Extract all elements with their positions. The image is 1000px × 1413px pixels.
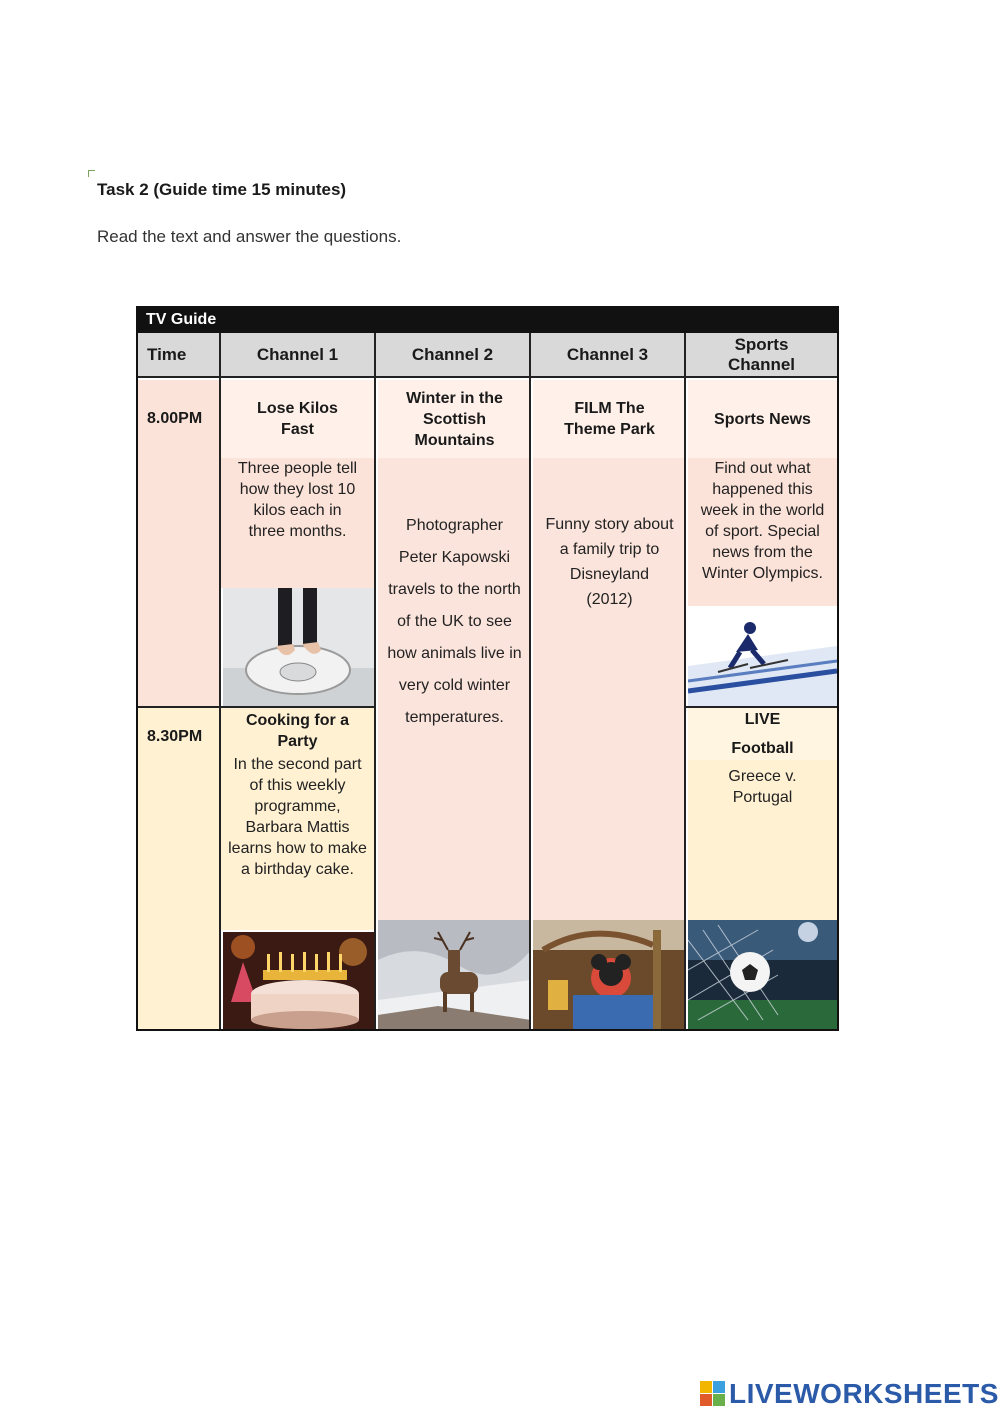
ch2-desc-cell bbox=[378, 458, 531, 920]
header-time: Time bbox=[138, 333, 221, 378]
theme-park-photo bbox=[533, 920, 686, 1029]
liveworksheets-brand bbox=[700, 1377, 999, 1411]
task-title: Task 2 (Guide time 15 minutes) bbox=[97, 180, 347, 199]
instructions: Read the text and answer the questions. bbox=[97, 227, 402, 246]
corner-mark bbox=[88, 170, 95, 177]
liveworksheets-logo-icon bbox=[700, 1381, 726, 1407]
col-line-4 bbox=[684, 378, 686, 1029]
ch3-desc: Funny story about a family trip to Disneyland (2012) bbox=[545, 516, 674, 608]
ch1-prog1-desc-cell bbox=[221, 458, 374, 588]
col-line-1 bbox=[219, 378, 221, 1029]
tv-guide-table bbox=[136, 306, 839, 1031]
col-line-2 bbox=[374, 378, 376, 1029]
sports-prog1-desc-cell bbox=[688, 458, 837, 606]
col-line-3 bbox=[529, 378, 531, 1029]
ch1-prog1-desc: Three people tell how they lost 10 kilos each in three months. bbox=[237, 460, 358, 540]
football-photo bbox=[688, 920, 837, 1029]
birthday-cake-photo bbox=[223, 932, 374, 1029]
ch1-prog2-desc-cell bbox=[221, 754, 374, 930]
sports-prog2-title: LIVE Football bbox=[688, 708, 837, 760]
ch1-prog1-title: Lose Kilos Fast bbox=[221, 380, 374, 458]
deer-photo bbox=[378, 920, 531, 1029]
ch3-title: FILM The Theme Park bbox=[533, 380, 686, 458]
time-800pm: 8.00PM bbox=[138, 380, 219, 706]
tv-guide-title: TV Guide bbox=[138, 308, 837, 333]
sports-prog1-title: Sports News bbox=[688, 380, 837, 458]
brand-text: LIVEWORKSHEETS bbox=[729, 1378, 999, 1409]
header-channel-1: Channel 1 bbox=[221, 333, 376, 378]
skier-photo bbox=[688, 606, 837, 706]
sports-prog1-desc: Find out what happened this week in the world of sport. Special news from the Winter Olympics. bbox=[700, 460, 825, 582]
header-sports-channel: Sports Channel bbox=[686, 333, 837, 378]
scale-photo bbox=[223, 588, 374, 706]
ch1-prog2-title: Cooking for a Party bbox=[221, 708, 374, 754]
sports-prog2-desc: Greece v. Portugal bbox=[728, 768, 797, 806]
ch3-desc-cell bbox=[533, 458, 686, 920]
sports-prog2-desc-cell bbox=[688, 760, 837, 920]
ch1-prog2-desc: In the second part of this weekly programme, Barbara Mattis learns how to make a birthday cake. bbox=[228, 756, 367, 878]
ch2-desc: Photographer Peter Kapowski travels to the north of the UK to see how animals live in very cold winter temperatures. bbox=[387, 517, 522, 726]
time-830pm: 8.30PM bbox=[138, 708, 219, 1029]
ch2-title: Winter in the Scottish Mountains bbox=[378, 380, 531, 458]
header-channel-3: Channel 3 bbox=[531, 333, 686, 378]
header-channel-2: Channel 2 bbox=[376, 333, 531, 378]
